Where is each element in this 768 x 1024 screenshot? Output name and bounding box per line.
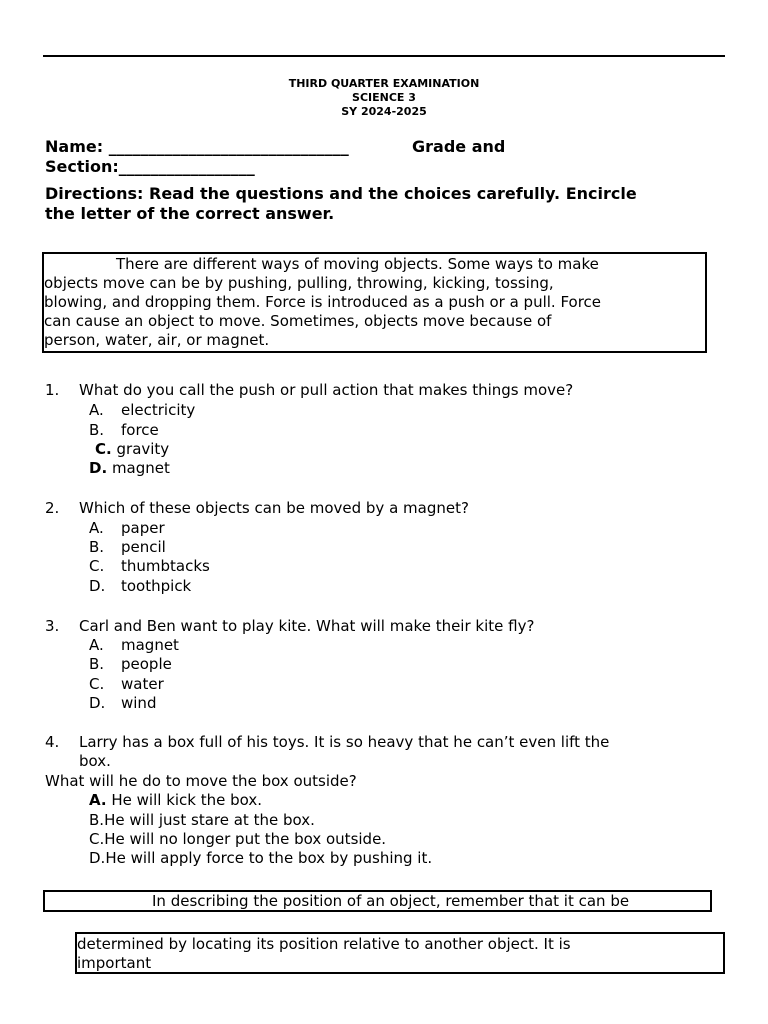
question-4-number: 4.	[45, 733, 60, 751]
position-passage-box-top	[43, 890, 712, 912]
section-label: Section:	[45, 157, 119, 176]
passage-line-1: There are different ways of moving objects. Some ways to make	[116, 255, 599, 273]
name-label: Name:	[45, 137, 104, 156]
position-passage-line-3: important	[77, 954, 152, 972]
question-4-text-line-1: Larry has a box full of his toys. It is so heavy that he can’t even lift the	[79, 733, 610, 751]
choice-4c[interactable]: C.He will no longer put the box outside.	[89, 830, 387, 848]
choice-1a[interactable]: A. electricity	[89, 401, 196, 419]
choice-4b[interactable]: B.He will just stare at the box.	[89, 811, 315, 829]
question-1-text: What do you call the push or pull action that makes things move?	[79, 381, 574, 399]
choice-2a[interactable]: A. paper	[89, 519, 165, 537]
choice-2b[interactable]: B. pencil	[89, 538, 166, 556]
passage-line-5: person, water, air, or magnet.	[44, 331, 270, 349]
school-year: SY 2024-2025	[341, 105, 427, 118]
directions-line-1: Directions: Read the questions and the choices carefully. Encircle	[45, 184, 637, 203]
name-field[interactable]	[45, 137, 349, 156]
choice-3c[interactable]: C. water	[89, 675, 164, 693]
choice-2d[interactable]: D. toothpick	[89, 577, 192, 595]
section-field[interactable]	[45, 157, 255, 176]
name-blank[interactable]: ______________________________	[108, 137, 349, 156]
position-passage-line-2: determined by locating its position relative to another object. It is	[77, 935, 571, 953]
question-4-text-line-2: box.	[79, 752, 111, 770]
question-3-text: Carl and Ben want to play kite. What will make their kite fly?	[79, 617, 535, 635]
grade-label: Grade and	[412, 137, 506, 156]
position-passage-line-1: In describing the position of an object, remember that it can be	[152, 892, 630, 910]
choice-3d[interactable]: D. wind	[89, 694, 157, 712]
choice-1c[interactable]: C. gravity	[95, 440, 170, 458]
passage-line-4: can cause an object to move. Sometimes, objects move because of	[44, 312, 552, 330]
exam-title: THIRD QUARTER EXAMINATION	[288, 77, 480, 90]
choice-4d[interactable]: D.He will apply force to the box by pushing it.	[89, 849, 433, 867]
section-blank[interactable]: _________________	[118, 157, 255, 176]
choice-3b[interactable]: B. people	[89, 655, 172, 673]
choice-3a[interactable]: A. magnet	[89, 636, 179, 654]
position-passage-box-bottom	[75, 932, 725, 974]
question-2-text: Which of these objects can be moved by a magnet?	[79, 499, 469, 517]
choice-4a[interactable]: A. He will kick the box.	[89, 791, 263, 809]
passage-line-3: blowing, and dropping them. Force is introduced as a push or a pull. Force	[44, 293, 602, 311]
directions-line-2: the letter of the correct answer.	[45, 204, 335, 223]
top-rule	[43, 55, 725, 57]
passage-line-2: objects move can be by pushing, pulling, throwing, kicking, tossing,	[44, 274, 554, 292]
question-number: 1.	[45, 381, 60, 399]
question-2-number: 2.	[45, 499, 60, 517]
choice-1b[interactable]: B. force	[89, 421, 159, 439]
question-3-number: 3.	[45, 617, 60, 635]
question-4-text-line-3: What will he do to move the box outside?	[45, 772, 357, 790]
reading-passage-box	[42, 252, 707, 353]
choice-1d[interactable]: D. magnet	[89, 459, 170, 477]
choice-2c[interactable]: C. thumbtacks	[89, 557, 210, 575]
subject-title: SCIENCE 3	[352, 91, 416, 104]
question-1	[45, 381, 59, 401]
